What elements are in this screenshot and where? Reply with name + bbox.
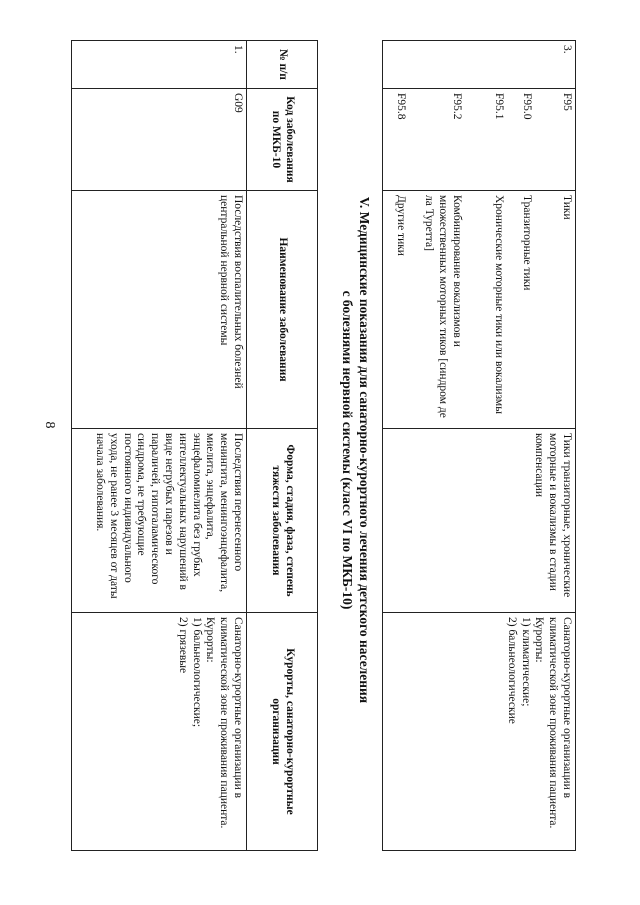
name-cell: Последствия воспалительных болезней центральной нервной системы: [72, 191, 247, 429]
section-v-table: [71, 40, 318, 851]
table-row: [72, 41, 247, 851]
resort-line: Курорты:: [204, 617, 217, 663]
name-f95-8: Другие тики: [395, 195, 407, 256]
table-row: [383, 41, 576, 851]
code-cell: G09: [72, 89, 247, 191]
code-f95-1: F95.1: [493, 93, 505, 120]
code-f95-2: F95.2: [451, 93, 463, 120]
header-resorts: Курорты, санаторно-курортные организации: [247, 613, 318, 851]
codes-cell: [383, 89, 576, 191]
resorts-cell: [383, 613, 576, 851]
header-code: Код заболевания по МКБ-10: [247, 89, 318, 191]
row-number: 3.: [383, 41, 576, 89]
section-title-line1: V. Медицинские показания для санаторно-курортного лечения детского населения: [357, 196, 372, 704]
name-f95: Тики: [561, 195, 573, 220]
header-name: Наименование заболевания: [247, 191, 318, 429]
page-number: 8: [42, 421, 57, 429]
resort-line: 2) грязевые: [176, 617, 189, 674]
resort-line: Санаторно-курортные организации в климатической зоне проживания пациента.: [218, 617, 244, 829]
row-number: 1.: [72, 41, 247, 89]
header-form: Форма, стадия, фаза, степень тяжести заболевания: [247, 429, 318, 613]
resorts-cell: [72, 613, 247, 851]
resort-line: Курорты:: [533, 617, 546, 663]
form-cell: Последствия перенесенного менингита, менингоэнцефалита, миелита, энцефалита, энцефаломиелита без грубых интеллектуальных нарушений в виде негрубых парезов и параличей, гипоталамического синдрома, не требующие постоянного индивидуального ухода, не ранее 3 месяцев от даты начала заболевания.: [72, 429, 247, 613]
resort-line: 1) бальнеологические;: [190, 617, 203, 728]
name-f95-2: Комбинирование вокализмов и множественных моторных тиков [синдром де ла Туретта]: [423, 195, 463, 418]
code-f95: F95: [561, 93, 573, 111]
section-title-line2: с болезнями нервной системы (класс VI по МКБ-10): [340, 290, 356, 610]
name-f95-1: Хронические моторные тики или вокализмы: [493, 195, 505, 414]
name-f95-0: Транзиторные тики: [521, 195, 533, 291]
table-header-row: [247, 41, 318, 851]
code-f95-0: F95.0: [521, 93, 533, 120]
code-f95-8: F95.8: [395, 93, 407, 120]
header-num: № п/п: [247, 41, 318, 89]
section-heading: [338, 90, 372, 810]
top-continuation-table: [382, 40, 576, 851]
names-cell: [383, 191, 576, 429]
form-cell: Тики транзиторные, хронические моторные и вокализмы в стадии компенсации: [383, 429, 576, 613]
resort-line: Санаторно-курортные организации в климатической зоне проживания пациента.: [547, 617, 573, 829]
resort-line: 2) бальнеологические: [505, 617, 518, 724]
resort-line: 1) климатические;: [519, 617, 532, 707]
